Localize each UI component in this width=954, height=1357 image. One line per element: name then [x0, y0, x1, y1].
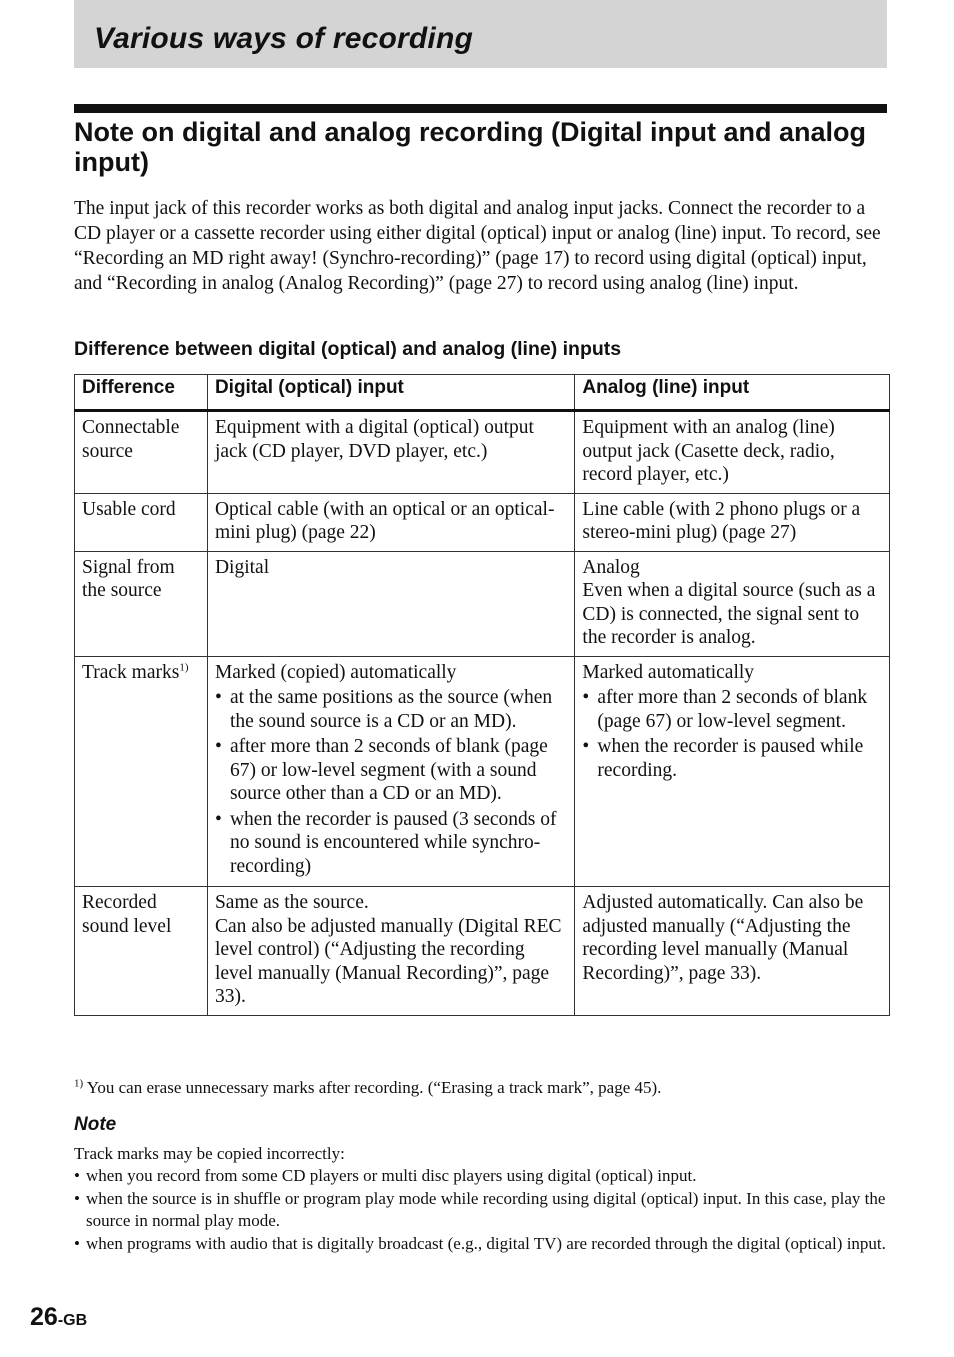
table-header-row: [75, 375, 890, 411]
row-label: Signal from the source: [75, 551, 208, 656]
table-caption: Difference between digital (optical) and analog (line) inputs: [74, 338, 622, 360]
page-number-value: 26: [30, 1303, 58, 1331]
comparison-table: [74, 374, 890, 1016]
digital-cell: Digital: [207, 551, 574, 656]
bullet-list: [582, 686, 882, 782]
header-band: [74, 0, 887, 68]
cell-line: Same as the source.: [214, 892, 369, 913]
list-item-text: at the same positions as the source (when the sound source is a CD or an MD).: [229, 687, 553, 732]
list-item: [215, 808, 567, 879]
list-item: [74, 1188, 889, 1233]
bullet-icon: •: [214, 687, 222, 708]
list-item-text: after more than 2 seconds of blank (page 67) or low-level segment.: [597, 687, 868, 732]
row-label-text: Track marks: [82, 661, 180, 683]
intro-paragraph: The input jack of this recorder works as both digital and analog input jacks. Connect the recorder to a CD player or a cassette recorder using either digital (optical) input or analog (line) input. To record, see “Recording an MD right away! (Synchro-recording)” (page 17) to record using digital (optical) input, and “Recording in analog (Analog Recording)” (page 27) to record using analog (line) input.: [74, 198, 881, 294]
footnote-marker: 1): [179, 661, 189, 673]
column-header-analog: Analog (line) input: [575, 375, 890, 411]
table-row: [75, 887, 890, 1016]
list-item-text: after more than 2 seconds of blank (page 67) or low-level segment (with a sound source other than a CD or an MD).: [229, 736, 548, 804]
footnote-text: You can erase unnecessary marks after recording. (“Erasing a track mark”, page 45).: [83, 1078, 662, 1097]
cell-intro: Marked automatically: [582, 661, 755, 683]
cell-line: Analog: [582, 556, 640, 578]
analog-cell: [575, 551, 890, 656]
bullet-icon: •: [74, 1188, 80, 1208]
list-item-text: when you record from some CD players or multi disc players using digital (optical) input.: [86, 1166, 697, 1185]
table-row: [75, 411, 890, 494]
row-label: Recorded sound level: [75, 887, 208, 1016]
page-number-suffix: -GB: [57, 1312, 88, 1329]
bullet-icon: •: [74, 1233, 80, 1253]
row-label: Connectable source: [75, 411, 208, 494]
table-row: [75, 551, 890, 656]
list-item: [215, 686, 567, 733]
list-item: [74, 1233, 889, 1256]
cell-line: Can also be adjusted manually (Digital REC level control) (“Adjusting the recording level manually (Manual Recording)”, page 33).: [214, 915, 562, 1007]
list-item-text: when the recorder is paused (3 seconds of no sound is encountered while synchro-recording): [229, 808, 557, 877]
note-intro: Track marks may be copied incorrectly:: [74, 1144, 345, 1163]
list-item: [582, 735, 882, 782]
chapter-title: Various ways of recording: [94, 22, 473, 55]
analog-cell: [575, 656, 890, 887]
bullet-list: [215, 686, 567, 878]
footnote: [74, 1078, 889, 1098]
column-header-difference: Difference: [75, 375, 208, 411]
list-item: [74, 1165, 889, 1188]
column-header-digital: Digital (optical) input: [207, 375, 574, 411]
bullet-icon: •: [214, 808, 222, 830]
bullet-icon: •: [582, 736, 590, 757]
analog-cell: Line cable (with 2 phono plugs or a stereo-mini plug) (page 27): [575, 493, 890, 551]
digital-cell: Optical cable (with an optical or an optical-mini plug) (page 22): [207, 493, 574, 551]
table-row: [75, 493, 890, 551]
bullet-icon: •: [582, 687, 590, 708]
bullet-icon: •: [74, 1166, 80, 1185]
list-item: [215, 735, 567, 806]
note-heading: Note: [74, 1114, 117, 1135]
footnote-marker: 1): [74, 1077, 84, 1090]
list-item: [582, 686, 882, 733]
list-item-text: when programs with audio that is digitally broadcast (e.g., digital TV) are recorded through the digital (optical) input.: [86, 1233, 886, 1253]
section-divider: [74, 104, 887, 113]
list-item-text: when the source is in shuffle or program play mode while recording using digital (optical) input. In this case, play the source in normal play mode.: [86, 1188, 886, 1230]
cell-line: Even when a digital source (such as a CD) is connected, the signal sent to the recorder is analog.: [582, 580, 876, 648]
bullet-icon: •: [214, 736, 222, 757]
section-title: Note on digital and analog recording (Digital input and analog input): [74, 117, 867, 177]
list-item-text: when the recorder is paused while recording.: [597, 736, 864, 781]
analog-cell: Adjusted automatically. Can also be adjusted manually (“Adjusting the recording level manually (Manual Recording)”, page 33).: [575, 887, 890, 1016]
row-label: Usable cord: [75, 493, 208, 551]
digital-cell: [207, 656, 574, 887]
digital-cell: [207, 887, 574, 1016]
table-row: [75, 656, 890, 887]
cell-intro: Marked (copied) automatically: [214, 661, 457, 683]
analog-cell: Equipment with an analog (line) output jack (Casette deck, radio, record player, etc.): [575, 411, 890, 494]
note-list: [74, 1165, 889, 1255]
row-label: [75, 656, 208, 887]
digital-cell: Equipment with a digital (optical) output jack (CD player, DVD player, etc.): [207, 411, 574, 494]
page-number: [30, 1303, 87, 1332]
